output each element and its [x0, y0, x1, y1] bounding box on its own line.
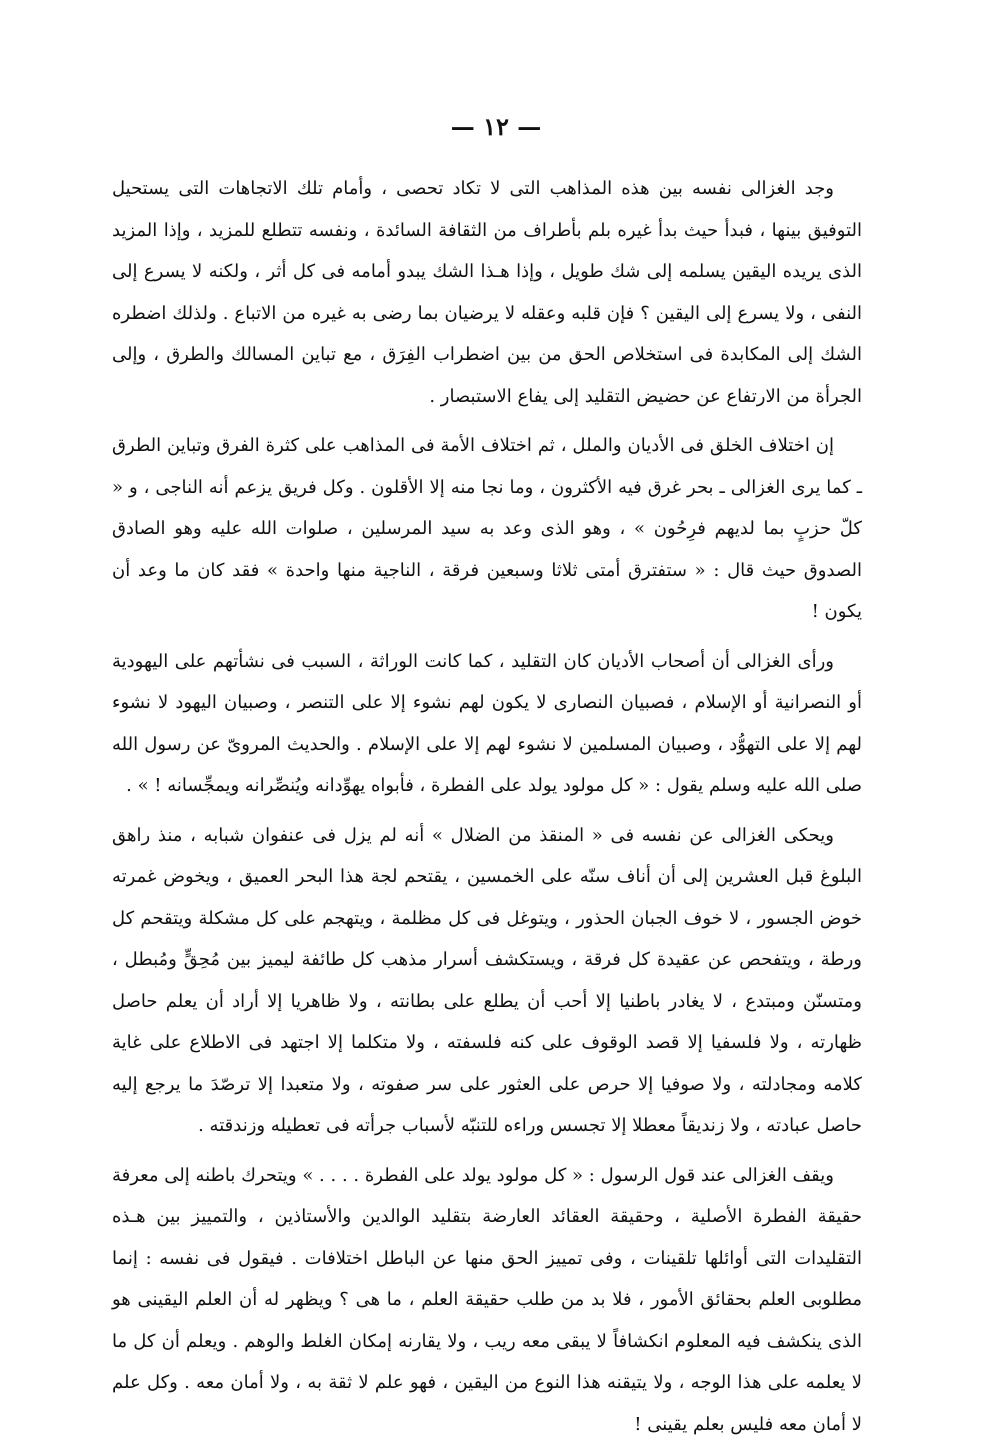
paragraph-4: ويحكى الغزالى عن نفسه فى « المنقذ من الضلال » أنه لم يزل فى عنفوان شبابه ، منذ راهق البلوغ قبل العشرين إلى أن أناف سنّه على الخمسين ، يقتحم لجة هذا البحر العميق ، ويخوض غمرته خوض الجسور ، لا خوف الجبان الحذور ، ويتوغل فى كل مظلمة ، ويتهجم على كل مشكلة ويتقحم كل ورطة ، ويتفحص عن عقيدة كل فرقة ، ويستكشف أسرار مذهب كل طائفة ليميز بين مُحِقٍّ ومُبطل ، ومتسنّن ومبتدع ، لا يغادر باطنيا إلا أحب أن يطلع على بطانته ، ولا ظاهريا إلا أراد أن يعلم حاصل ظهارته ، ولا فلسفيا إلا قصد الوقوف على كنه فلسفته ، ولا متكلما إلا اجتهد فى الاطلاع على غاية كلامه ومجادلته ، ولا صوفيا إلا حرص على العثور على سر صفوته ، ولا متعبدا إلا ترصّدَ ما يرجع إليه حاصل عبادته ، ولا زنديقاً معطلا إلا تجسس وراءه للتنبّه لأسباب جرأته فى تعطيله وزندقته . [112, 824, 862, 1136]
paragraph-1: وجد الغزالى نفسه بين هذه المذاهب التى لا تكاد تحصى ، وأمام تلك الاتجاهات التى يستحيل التوفيق بينها ، فبدأ حيث بدأ غيره بلم بأطراف من الثقافة السائدة ، ونفسه تتطلع للمزيد ، وإذا المزيد الذى يريده اليقين يسلمه إلى شك طويل ، وإذا هـذا الشك يبدو أمامه فى كل أثر ، ولكنه لا يسرع إلى النفى ، ولا يسرع إلى اليقين ؟ فإن قلبه وعقله لا يرضيان بما رضى به غيره من الاتباع . ولذلك اضطره الشك إلى المكابدة فى استخلاص الحق من بين اضطراب الفِرَق ، مع تباين المسالك والطرق ، وإلى الجرأة من الارتفاع عن حضيض التقليد إلى يفاع الاستبصار . [112, 178, 862, 407]
paragraph-2: إن اختلاف الخلق فى الأديان والملل ، ثم اختلاف الأمة فى المذاهب على كثرة الفرق وتباين الطرق ـ كما يرى الغزالى ـ بحر غرق فيه الأكثرون ، وما نجا منه إلا الأقلون . وكل فريق يزعم أنه الناجى ، و « كلّ حزبٍ بما لديهم فرِحُون » ، وهو الذى وعد به سيد المرسلين ، صلوات الله عليه وهو الصادق الصدوق حيث قال : « ستفترق أمتى ثلاثا وسبعين فرقة ، الناجية منها واحدة » فقد كان ما وعد أن يكون ! [112, 435, 862, 622]
page-number: — ١٢ — [450, 112, 542, 141]
paragraph-3: ورأى الغزالى أن أصحاب الأديان كان التقليد ، كما كانت الوراثة ، السبب فى نشأتهم على اليهودية أو النصرانية أو الإسلام ، فصبيان النصارى لا يكون لهم نشوء إلا على التنصر ، وصبيان اليهود لا نشوء لهم إلا على التهوُّد ، وصبيان المسلمين لا نشوء لهم إلا على الإسلام . والحديث المروىّ عن رسول الله صلى الله عليه وسلم يقول : « كل مولود يولد على الفطرة ، فأبواه يهوِّدانه ويُنصِّرانه ويمجِّسانه ! » . [112, 650, 862, 796]
paragraph-5: ويقف الغزالى عند قول الرسول : « كل مولود يولد على الفطرة . . . . » ويتحرك باطنه إلى معرفة حقيقة الفطرة الأصلية ، وحقيقة العقائد العارضة بتقليد الوالدين والأستاذين ، والتمييز بين هـذه التقليدات التى أوائلها تلقينات ، وفى تمييز الحق منها عن الباطل اختلافات . فيقول فى نفسه : إنما مطلوبى العلم بحقائق الأمور ، فلا بد من طلب حقيقة العلم ، ما هى ؟ ويظهر له أن العلم اليقينى هو الذى ينكشف فيه المعلوم انكشافاً لا يبقى معه ريب ، ولا يقارنه إمكان الغلط والوهم . ويعلم أن كل ما لا يعلمه على هذا الوجه ، ولا يتيقنه هذا النوع من اليقين ، فهو علم لا ثقة به ، ولا أمان معه . وكل علم لا أمان معه فليس بعلم يقينى ! [112, 1164, 862, 1435]
body-text [112, 168, 862, 1453]
